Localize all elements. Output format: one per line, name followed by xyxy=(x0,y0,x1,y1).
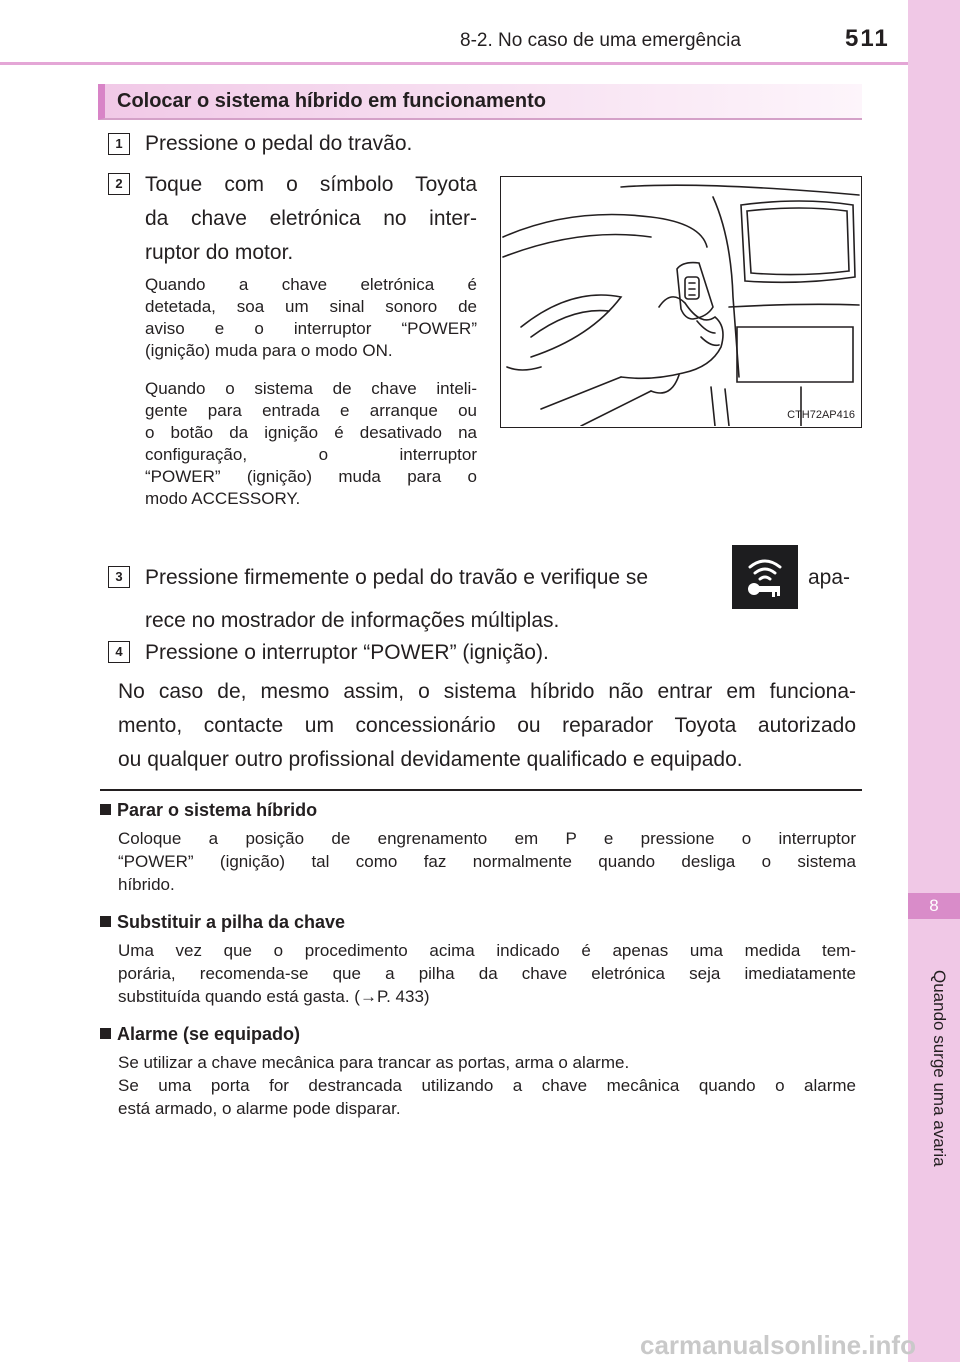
illustration-key-touch xyxy=(500,176,862,428)
note-line: aviso e o interruptor “POWER” xyxy=(145,319,477,338)
note-title xyxy=(100,1024,856,1045)
conclusion-paragraph xyxy=(118,675,856,777)
note-line: o botão da ignição é desativado na xyxy=(145,423,477,442)
note-line: está armado, o alarme pode disparar. xyxy=(118,1099,401,1118)
note-title-text: Alarme (se equipado) xyxy=(117,1024,301,1044)
note-title xyxy=(100,800,856,821)
step-2-marker: 2 xyxy=(108,173,130,195)
header-rule xyxy=(0,62,908,65)
note-body xyxy=(118,827,856,896)
conclusion-line: mento, contacte um concessionário ou reparador Toyota autorizado xyxy=(118,714,856,737)
conclusion-line: No caso de, mesmo assim, o sistema híbrido não entrar em funciona- xyxy=(118,680,856,703)
page-number: 511 xyxy=(845,25,890,52)
conclusion-line: ou qualquer outro profissional devidamente qualificado e equipado. xyxy=(118,748,743,771)
step-2-line: ruptor do motor. xyxy=(145,241,294,264)
step-3-text-line2: rece no mostrador de informações múltiplas. xyxy=(145,609,560,632)
note-line: gente para entrada e arranque ou xyxy=(145,401,477,420)
bullet-square-icon xyxy=(100,916,111,927)
note-line: Quando o sistema de chave inteli- xyxy=(145,379,477,398)
bullet-square-icon xyxy=(100,804,111,815)
note-line: “POWER” (ignição) muda para o xyxy=(145,467,477,486)
note-alarm xyxy=(100,1024,856,1120)
note-line: Se uma porta for destrancada utilizando a chave mecânica quando o alarme xyxy=(118,1076,856,1095)
key-detect-icon-graphic xyxy=(732,545,798,609)
note-line: híbrido. xyxy=(118,875,175,894)
step-2-note-2 xyxy=(145,378,477,510)
note-line: Coloque a posição de engrenamento em P e pressione o interruptor xyxy=(118,829,856,848)
note-line: detetada, soa um sinal sonoro de xyxy=(145,297,477,316)
note-replace-battery xyxy=(100,912,856,1008)
step-4-marker: 4 xyxy=(108,641,130,663)
key-detect-indicator-icon xyxy=(732,545,798,609)
step-2-line: da chave eletrónica no inter- xyxy=(145,207,477,230)
note-title xyxy=(100,912,856,933)
section-heading-text: Colocar o sistema híbrido em funcionamento xyxy=(117,90,546,112)
note-body xyxy=(118,939,856,1008)
note-line: Se utilizar a chave mecânica para trancar as portas, arma o alarme. xyxy=(118,1053,630,1072)
note-line: “POWER” (ignição) tal como faz normalmente quando desliga o sistema xyxy=(118,852,856,871)
note-body xyxy=(118,1051,856,1120)
step-3-marker: 3 xyxy=(108,566,130,588)
section-divider xyxy=(100,789,862,791)
bullet-square-icon xyxy=(100,1028,111,1039)
step-1-text: Pressione o pedal do travão. xyxy=(145,132,413,155)
note-line: substituída quando está gasta. (→P. 433) xyxy=(118,987,430,1006)
chapter-title: Quando surge uma avaria xyxy=(930,970,949,1167)
note-line: modo ACCESSORY. xyxy=(145,489,301,508)
note-line: Quando a chave eletrónica é xyxy=(145,275,477,294)
header-section-title: 8-2. No caso de uma emergência xyxy=(460,30,741,51)
note-line: porária, recomenda-se que a pilha da chave eletrónica seja imediatamente xyxy=(118,964,856,983)
note-title-text: Substituir a pilha da chave xyxy=(117,912,346,932)
step-1-marker: 1 xyxy=(108,133,130,155)
step-3-text-before: Pressione firmemente o pedal do travão e verifique se xyxy=(145,566,649,589)
figure-code: CTH72AP416 xyxy=(787,409,855,421)
note-line: (ignição) muda para o modo ON. xyxy=(145,341,393,360)
step-3-text-after: apa- xyxy=(808,566,851,589)
note-line: configuração, o interruptor xyxy=(145,445,477,464)
step-2-line: Toque com o símbolo Toyota xyxy=(145,173,477,196)
chapter-number: 8 xyxy=(908,893,960,919)
note-title-text: Parar o sistema híbrido xyxy=(117,800,318,820)
hand-key-drawing xyxy=(501,177,860,426)
note-line: Uma vez que o procedimento acima indicado é apenas uma medida tem- xyxy=(118,941,856,960)
step-2-text xyxy=(145,168,477,270)
step-2-note-1 xyxy=(145,274,477,362)
step-4-text: Pressione o interruptor “POWER” (ignição). xyxy=(145,641,549,664)
watermark: carmanualsonline.info xyxy=(640,1330,916,1360)
section-heading xyxy=(98,84,862,120)
note-stop-hybrid xyxy=(100,800,856,896)
